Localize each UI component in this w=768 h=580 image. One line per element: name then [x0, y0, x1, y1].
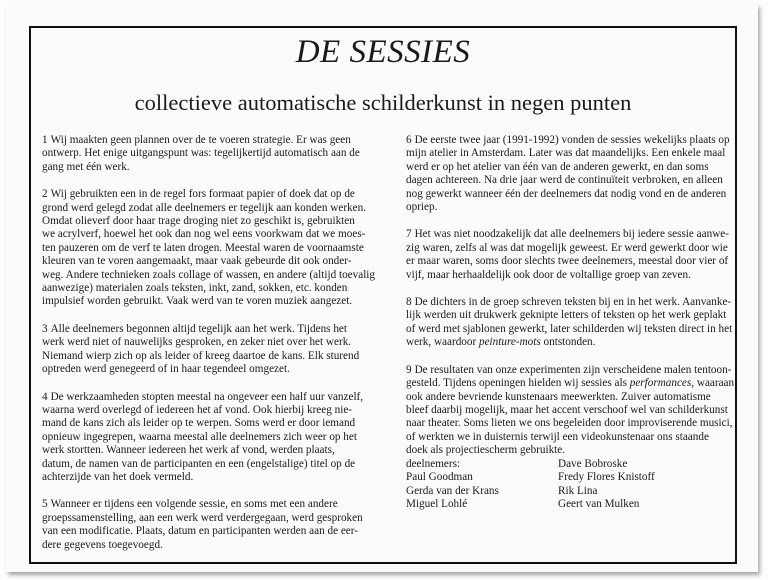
participant-name: Geert van Mulken — [558, 498, 640, 511]
paragraph-line: lijk werden uit drukwerk geknipte letters of teksten op het werk geplakt — [406, 309, 727, 322]
paragraph-line: kleuren van te voren aangemaakt, maar vaak gebeurde dit ook onder- — [42, 255, 352, 268]
paragraph-line: of werd met sjablonen gewerkt, later schilderden wij teksten direct in het — [406, 322, 733, 335]
participants-label: deelnemers: — [406, 458, 461, 470]
paragraph-line: Alle deelnemers begonnen altijd tegelijk aan het werk. Tijdens het — [50, 322, 347, 335]
document-frame — [29, 26, 737, 564]
right-column — [406, 134, 738, 472]
paragraph-line: van een modificatie. Plaats, datum en participanten werden aan de eer- — [42, 525, 358, 538]
paragraph-line: nog gewerkt wanneer één der deelnemers dat nodig vond en de anderen — [406, 187, 727, 200]
paragraph-1 — [42, 134, 377, 174]
paragraph-line: achterzijde van het doek vermeld. — [42, 470, 194, 483]
paragraph-line: groepssamenstelling, aan een werk werd verdergegaan, werd gesproken — [42, 511, 363, 524]
paragraph-number: 1 — [42, 134, 48, 146]
paragraph-line: datum, de namen van de participanten en een (engelstalige) titel op de — [42, 457, 356, 470]
paragraph-line: er maar waren, soms door slechts twee deelnemers, meestal door vier of — [406, 255, 729, 268]
paragraph-line: Niemand wierp zich op als leider of kreeg daartoe de kans. Elk sturend — [42, 349, 360, 362]
paragraph-line: ook andere bevriende kunstenaars meewerkten. Zuiver automatisme — [406, 390, 711, 403]
paragraph-line: mand de kans zich als leider op te werpen. Soms werd er door iemand — [42, 417, 356, 430]
paragraph-line: ten pauzeren om de verf te laten drogen. Meestal waren de voornaamste — [42, 241, 364, 254]
paragraph-number: 5 — [42, 498, 48, 511]
paragraph-number: 4 — [42, 390, 48, 403]
paragraph-number: 7 — [406, 228, 412, 241]
paragraph-8 — [406, 296, 738, 350]
paragraph-number: 2 — [42, 188, 48, 201]
paragraph-line: of werkten we in duisternis terwijl een videokunstenaar ons staande — [406, 430, 709, 443]
paragraph-line: vijf, maar herhaaldelijk ook door de voltallige groep van zeven. — [406, 268, 691, 281]
paragraph-line: werk werd niet of nauwelijks gesproken, en zeker niet over het werk. — [42, 336, 352, 349]
paragraph-line: weg. Andere technieken zoals collage of wassen, en andere (altijd toevalig — [42, 268, 376, 281]
participant-name: Rik Lina — [558, 484, 598, 497]
paragraph-line: dagen achtereen. Na drie jaar werd de continuïteit verbroken, en alleen — [406, 174, 723, 187]
paragraph-line: doek als projectiescherm gebruikte. — [406, 444, 566, 457]
participants-column-a — [406, 458, 499, 512]
left-column — [42, 134, 377, 566]
paragraph-line: bleef daarbij mogelijk, maar het accent verschoof wel van schilderkunst — [406, 403, 728, 416]
paragraph-line: optreden werd genegeerd of in haar tegendeel omgezet. — [42, 363, 290, 376]
paragraph-line: zig waren, zelfs al was dat mogelijk geweest. Er werd gewerkt door wie — [406, 241, 728, 254]
paragraph-line: mijn atelier in Amsterdam. Later was dat maandelijks. Een enkele maal — [406, 147, 726, 160]
paragraph-line: naar theater. Soms lieten we ons begeleiden door improviserende musici, — [406, 417, 733, 430]
paragraph-line: dere gegevens toegevoegd. — [42, 538, 163, 551]
paragraph-line: gang met één werk. — [42, 160, 130, 173]
paragraph-line: De eerste twee jaar (1991-1992) vonden de sessies wekelijks plaats op — [414, 134, 730, 146]
paragraph-number: 8 — [406, 296, 412, 309]
paragraph-6 — [406, 134, 738, 214]
paragraph-line: De werkzaamheden stopten meestal na ongeveer een half uur vanzelf, — [50, 390, 364, 403]
participants-column-b — [558, 458, 655, 512]
paragraph-line: Wanneer er tijdens een volgende sessie, en soms met een andere — [50, 498, 338, 511]
paragraph-line: grond werd gelegd zodat alle deelnemers er tegelijk aan konden werken. — [42, 201, 366, 214]
paragraph-line: Omdat olieverf door haar trage droging niet zo geschikt is, gebruikten — [42, 215, 355, 228]
participant-name: Fredy Flores Knistoff — [558, 471, 655, 484]
paragraph-line: werk, waardoor peinture-mots ontstonden. — [406, 336, 596, 349]
page-title: DE SESSIES — [295, 34, 471, 70]
paragraph-4 — [42, 391, 377, 485]
paragraph-line: impulsief worden gebruikt. Vaak werd van te voren muziek aangezet. — [42, 295, 353, 308]
paragraph-line: Het was niet noodzakelijk dat alle deelnemers bij iedere sessie aanwe- — [414, 228, 729, 241]
paragraph-line: Wij gebruikten een in de regel fors formaat papier of doek dat op de — [50, 188, 355, 201]
paragraph-number: 3 — [42, 322, 48, 335]
participant-name: Dave Bobroske — [558, 458, 628, 470]
paragraph-line: werk stortten. Wanneer iedereen het werk af vond, werden plaats, — [42, 444, 335, 457]
paragraph-number: 9 — [406, 363, 412, 376]
paragraph-line: werd er op het atelier van één van de anderen gewerkt, en dan soms — [406, 160, 709, 173]
participant-name: Miguel Lohlé — [406, 498, 468, 511]
paragraph-line: gesteld. Tijdens openingen hielden wij sessies als performances, waaraan — [406, 377, 735, 390]
paragraph-line: we acrylverf, hoewel het ook dan nog wel eens voorkwam dat we moes- — [42, 228, 366, 241]
paragraph-line: waarna werd overlegd of iedereen het af vond. Ook hierbij kreeg nie- — [42, 403, 353, 416]
paragraph-5 — [42, 498, 377, 552]
paragraph-3 — [42, 323, 377, 377]
paragraph-line: De dichters in de groep schreven teksten bij en in het werk. Aanvanke- — [414, 296, 732, 309]
paragraph-line: aanwezige) materialen zoals teksten, inkt, zand, sokken, etc. konden — [42, 282, 348, 295]
paragraph-line: ontwerp. Het enige uitgangspunt was: tegelijkertijd automatisch aan de — [42, 147, 360, 160]
paragraph-7 — [406, 228, 738, 282]
paragraph-line: opnieuw ingegrepen, waarna meestal alle deelnemers zich weer op het — [42, 430, 357, 443]
page-subtitle: collectieve automatische schilderkunst in negen punten — [134, 90, 632, 115]
paragraph-9 — [406, 364, 738, 458]
paragraph-line: De resultaten van onze experimenten zijn verscheidene malen tentoon- — [414, 363, 732, 376]
paragraph-number: 6 — [406, 134, 412, 146]
document-page — [6, 4, 758, 572]
paragraph-line: opriep. — [406, 201, 438, 214]
paragraph-line: Wij maakten geen plannen over de te voeren strategie. Er was geen — [50, 134, 351, 146]
participant-name: Gerda van der Krans — [406, 484, 499, 497]
paragraph-2 — [42, 188, 377, 309]
participant-name: Paul Goodman — [406, 471, 473, 484]
